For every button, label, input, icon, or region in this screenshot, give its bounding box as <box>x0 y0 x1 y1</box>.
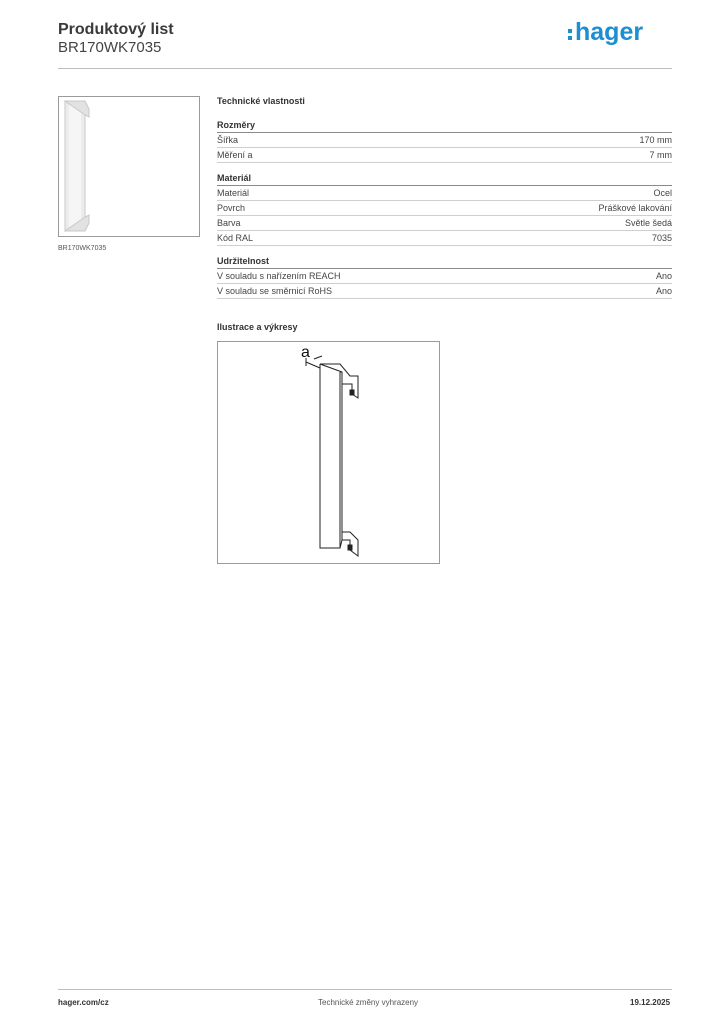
row-label: Povrch <box>217 203 246 213</box>
row-value: Ano <box>655 286 672 296</box>
product-code: BR170WK7035 <box>58 39 162 56</box>
table-row <box>217 133 672 148</box>
row-label: Měření a <box>217 150 253 160</box>
row-label: V souladu se směrnicí RoHS <box>217 286 333 296</box>
row-label: Šířka <box>217 135 239 145</box>
footer-notice: Technické změny vyhrazeny <box>318 998 419 1007</box>
row-value: Ocel <box>653 188 672 198</box>
table-row <box>217 201 672 216</box>
row-value: Práškové lakování <box>598 203 672 213</box>
row-value: Ano <box>655 271 672 281</box>
technical-heading: Technické vlastnosti <box>217 96 305 106</box>
table-row <box>217 148 672 163</box>
sustainability-group <box>217 255 672 299</box>
product-image <box>58 96 200 237</box>
footer-divider <box>58 989 672 990</box>
table-row <box>217 186 672 201</box>
footer-website[interactable]: hager.com/cz <box>58 998 109 1007</box>
technical-drawing <box>217 341 440 564</box>
hager-logo <box>567 17 657 47</box>
dimension-a-label: a <box>301 344 310 361</box>
row-label: Materiál <box>217 188 250 198</box>
dimensions-group <box>217 119 672 163</box>
table-row <box>217 231 672 246</box>
table-row <box>217 284 672 299</box>
table-row <box>217 269 672 284</box>
group-title: Materiál <box>217 172 672 186</box>
footer-date: 19.12.2025 <box>630 998 671 1007</box>
logo-text: hager <box>575 18 644 46</box>
row-value: 7 mm <box>649 150 672 160</box>
illustrations-heading: Ilustrace a výkresy <box>217 322 298 332</box>
row-value: Světle šedá <box>624 218 672 228</box>
row-label: V souladu s nařízením REACH <box>217 271 341 281</box>
row-value: 7035 <box>651 233 672 243</box>
group-title: Udržitelnost <box>217 255 672 269</box>
row-value: 170 mm <box>639 135 672 145</box>
header-divider <box>58 68 672 69</box>
table-row <box>217 216 672 231</box>
group-title: Rozměry <box>217 119 672 133</box>
page-title: Produktový list <box>58 21 174 38</box>
material-group <box>217 172 672 246</box>
product-image-caption: BR170WK7035 <box>58 245 107 252</box>
row-label: Kód RAL <box>217 233 254 243</box>
row-label: Barva <box>217 218 241 228</box>
